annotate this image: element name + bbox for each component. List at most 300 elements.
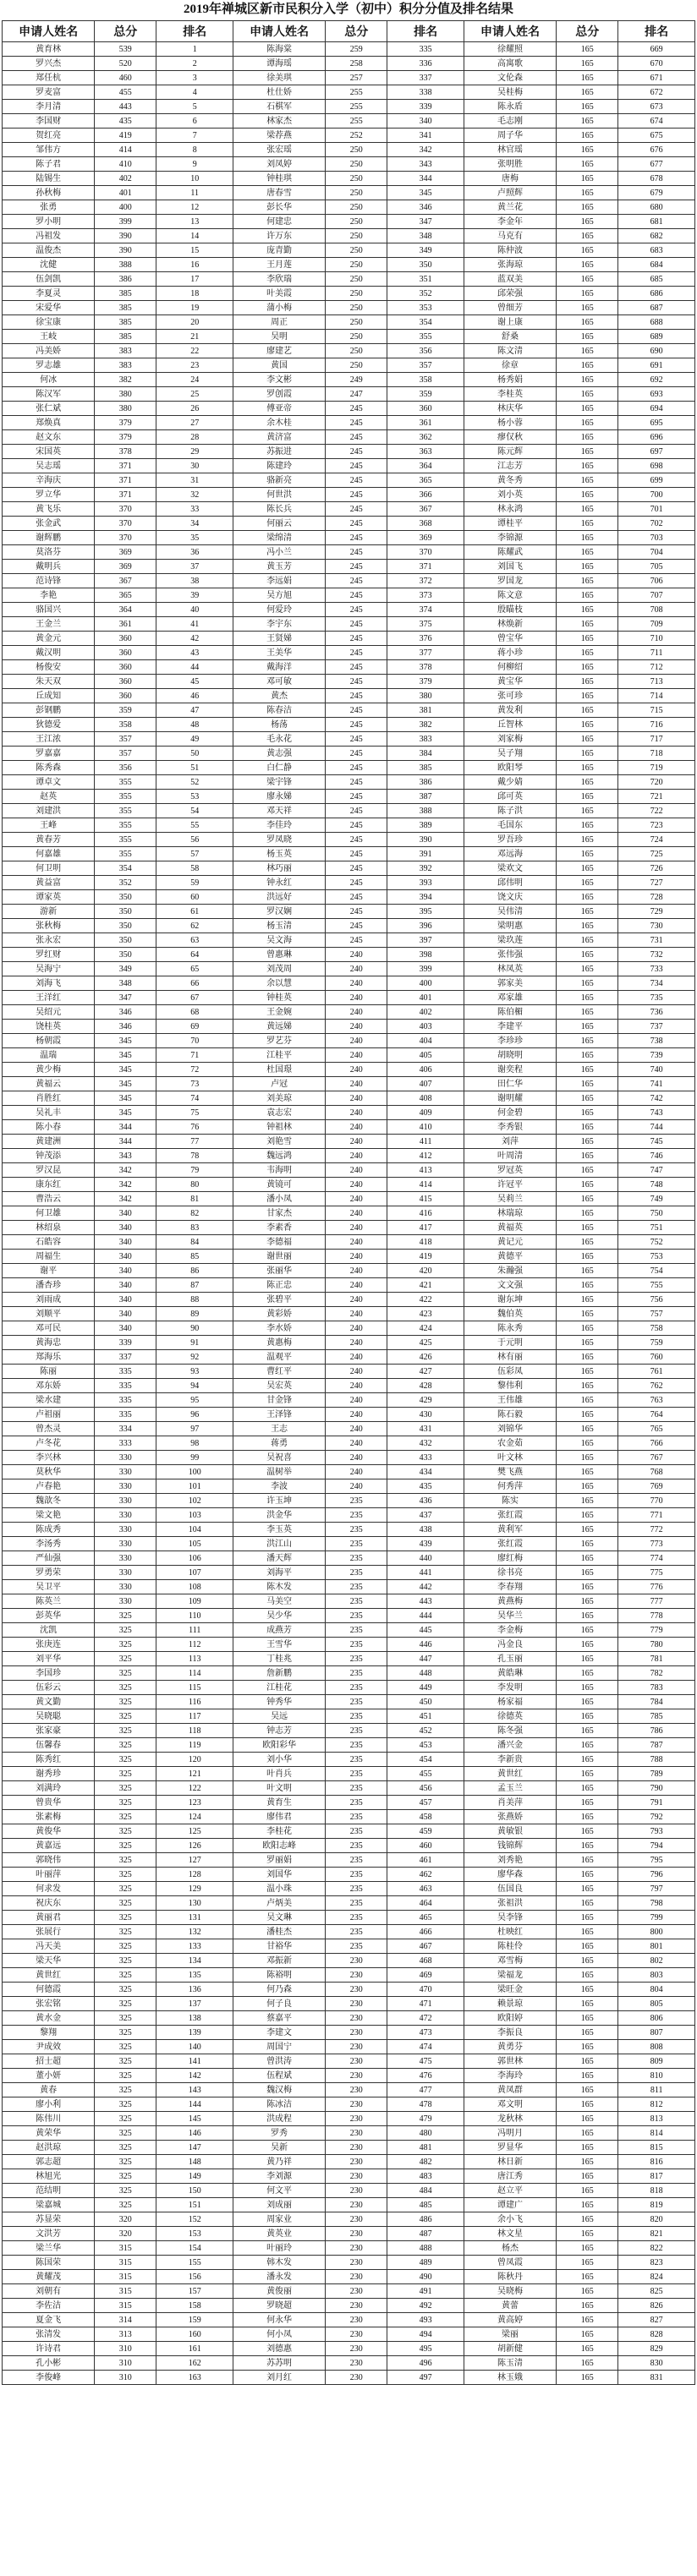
total-score-cell: 245: [326, 545, 387, 560]
total-score-cell: 240: [326, 1005, 387, 1020]
applicant-name-cell: 黄皓琳: [464, 1666, 556, 1681]
rank-cell: 739: [618, 1048, 695, 1063]
rank-cell: 111: [156, 1623, 233, 1638]
total-score-cell: 165: [557, 2097, 618, 2112]
total-score-cell: 240: [326, 1250, 387, 1264]
total-score-cell: 245: [326, 790, 387, 804]
applicant-name-cell: 梁嘉城: [3, 2198, 95, 2212]
applicant-name-cell: 陈秀森: [3, 761, 95, 775]
applicant-name-cell: 钟永红: [233, 876, 325, 890]
total-score-cell: 325: [95, 1853, 156, 1868]
applicant-name-cell: 谭海瑶: [233, 57, 325, 71]
table-row: [3, 689, 695, 703]
applicant-name-cell: 吴文琳: [233, 1911, 325, 1925]
applicant-name-cell: 赵英: [3, 790, 95, 804]
total-score-cell: 325: [95, 1623, 156, 1638]
total-score-cell: 310: [95, 2342, 156, 2356]
table-row: [3, 1954, 695, 1968]
total-score-cell: 165: [557, 933, 618, 948]
table-row: [3, 1609, 695, 1623]
applicant-name-cell: 曹浩云: [3, 1192, 95, 1206]
applicant-name-cell: 张红霞: [464, 1508, 556, 1523]
applicant-name-cell: 李德福: [233, 1235, 325, 1250]
rank-cell: 483: [387, 2169, 464, 2184]
applicant-name-cell: 许诗君: [3, 2342, 95, 2356]
rank-cell: 138: [156, 2011, 233, 2026]
applicant-name-cell: 何德霞: [3, 1983, 95, 1997]
total-score-cell: 240: [326, 1077, 387, 1091]
applicant-name-cell: 黄济富: [233, 430, 325, 445]
total-score-cell: 235: [326, 1623, 387, 1638]
total-score-cell: 385: [95, 301, 156, 315]
applicant-name-cell: 王金兰: [3, 617, 95, 632]
rank-cell: 126: [156, 1839, 233, 1853]
total-score-cell: 230: [326, 2184, 387, 2198]
rank-cell: 439: [387, 1537, 464, 1551]
rank-cell: 368: [387, 517, 464, 531]
rank-cell: 356: [387, 344, 464, 358]
applicant-name-cell: 舒桑: [464, 330, 556, 344]
total-score-cell: 165: [557, 703, 618, 718]
table-row: [3, 948, 695, 962]
applicant-name-cell: 林永鸿: [464, 502, 556, 517]
rank-cell: 4: [156, 85, 233, 100]
total-score-cell: 335: [95, 1365, 156, 1379]
total-score-cell: 235: [326, 1824, 387, 1839]
applicant-name-cell: 黄春: [3, 2083, 95, 2097]
total-score-cell: 325: [95, 1609, 156, 1623]
applicant-name-cell: 刘平华: [3, 1652, 95, 1666]
total-score-cell: 165: [557, 1408, 618, 1422]
total-score-cell: 165: [557, 1753, 618, 1767]
rank-cell: 763: [618, 1393, 695, 1408]
applicant-name-cell: 彭长华: [233, 200, 325, 215]
applicant-name-cell: 李汤秀: [3, 1537, 95, 1551]
applicant-name-cell: 陈实: [464, 1494, 556, 1508]
total-score-cell: 325: [95, 2112, 156, 2126]
rank-cell: 397: [387, 933, 464, 948]
total-score-cell: 335: [95, 1408, 156, 1422]
total-score-cell: 344: [95, 1135, 156, 1149]
applicant-name-cell: 刘家梅: [464, 732, 556, 747]
rank-cell: 385: [387, 761, 464, 775]
total-score-cell: 383: [95, 358, 156, 373]
rank-cell: 149: [156, 2169, 233, 2184]
total-score-cell: 235: [326, 1925, 387, 1939]
rank-cell: 54: [156, 804, 233, 818]
rank-cell: 807: [618, 2026, 695, 2040]
applicant-name-cell: 沈健: [3, 258, 95, 272]
applicant-name-cell: 陈石毅: [464, 1408, 556, 1422]
rank-cell: 410: [387, 1120, 464, 1135]
rank-cell: 774: [618, 1551, 695, 1566]
total-score-cell: 240: [326, 976, 387, 991]
total-score-cell: 165: [557, 1106, 618, 1120]
table-row: [3, 703, 695, 718]
applicant-name-cell: 王金婉: [233, 1005, 325, 1020]
total-score-cell: 230: [326, 2011, 387, 2026]
rank-cell: 455: [387, 1767, 464, 1781]
applicant-name-cell: 吴志瑶: [3, 459, 95, 473]
rank-cell: 336: [387, 57, 464, 71]
total-score-cell: 342: [95, 1192, 156, 1206]
applicant-name-cell: 苏苏明: [233, 2356, 325, 2371]
applicant-name-cell: 石皓容: [3, 1235, 95, 1250]
rank-cell: 799: [618, 1911, 695, 1925]
applicant-name-cell: 杨家福: [464, 1695, 556, 1709]
rank-cell: 759: [618, 1336, 695, 1350]
total-score-cell: 165: [557, 2313, 618, 2327]
total-score-cell: 165: [557, 85, 618, 100]
rank-cell: 56: [156, 833, 233, 847]
rank-cell: 732: [618, 948, 695, 962]
total-score-cell: 325: [95, 1939, 156, 1954]
applicant-name-cell: 黄燕梅: [464, 1594, 556, 1609]
applicant-name-cell: 钟茂添: [3, 1149, 95, 1163]
total-score-cell: 340: [95, 1206, 156, 1221]
applicant-name-cell: 冯美娇: [3, 344, 95, 358]
total-score-cell: 250: [326, 358, 387, 373]
table-row: [3, 1997, 695, 2011]
applicant-name-cell: 吴子翔: [464, 747, 556, 761]
rank-cell: 136: [156, 1983, 233, 1997]
total-score-cell: 165: [557, 358, 618, 373]
table-row: [3, 358, 695, 373]
total-score-cell: 165: [557, 1479, 618, 1494]
total-score-cell: 315: [95, 2241, 156, 2256]
total-score-cell: 360: [95, 675, 156, 689]
applicant-name-cell: 陈伯楣: [464, 1005, 556, 1020]
total-score-cell: 355: [95, 804, 156, 818]
applicant-name-cell: 徐书亮: [464, 1566, 556, 1580]
total-score-cell: 355: [95, 775, 156, 790]
applicant-name-cell: 林玉娥: [464, 2371, 556, 2385]
rank-cell: 831: [618, 2371, 695, 2385]
rank-cell: 347: [387, 215, 464, 229]
total-score-cell: 165: [557, 215, 618, 229]
total-score-cell: 230: [326, 2284, 387, 2299]
applicant-name-cell: 林家杰: [233, 114, 325, 129]
applicant-name-cell: 黄海忠: [3, 1336, 95, 1350]
table-body: [3, 42, 695, 2385]
applicant-name-cell: 李建平: [464, 1020, 556, 1034]
applicant-name-cell: 张明胜: [464, 157, 556, 172]
rank-cell: 159: [156, 2313, 233, 2327]
total-score-cell: 165: [557, 1652, 618, 1666]
applicant-name-cell: 钟桂英: [233, 991, 325, 1005]
rank-cell: 754: [618, 1264, 695, 1278]
total-score-cell: 165: [557, 1666, 618, 1681]
applicant-name-cell: 胡晓明: [464, 1048, 556, 1063]
applicant-name-cell: 何建忠: [233, 215, 325, 229]
total-score-cell: 245: [326, 445, 387, 459]
table-row: [3, 1365, 695, 1379]
applicant-name-cell: 黄高婷: [464, 2313, 556, 2327]
applicant-name-cell: 陈耀武: [464, 545, 556, 560]
table-row: [3, 473, 695, 488]
applicant-name-cell: 谢秀珍: [3, 1767, 95, 1781]
applicant-name-cell: 陈建玲: [233, 459, 325, 473]
total-score-cell: 245: [326, 502, 387, 517]
applicant-name-cell: 伍馨春: [3, 1738, 95, 1753]
rank-cell: 146: [156, 2126, 233, 2141]
total-score-cell: 382: [95, 373, 156, 387]
table-row: [3, 57, 695, 71]
total-score-cell: 325: [95, 1753, 156, 1767]
applicant-name-cell: 张燕娇: [464, 1810, 556, 1824]
total-score-cell: 245: [326, 531, 387, 545]
total-score-cell: 325: [95, 2069, 156, 2083]
applicant-name-cell: 杨俊安: [3, 660, 95, 675]
total-score-cell: 385: [95, 287, 156, 301]
header-rank-2: 排名: [387, 21, 464, 42]
applicant-name-cell: 陈英兰: [3, 1594, 95, 1609]
rank-cell: 412: [387, 1149, 464, 1163]
applicant-name-cell: 李新贵: [464, 1753, 556, 1767]
applicant-name-cell: 黄发利: [464, 703, 556, 718]
applicant-name-cell: 徐宝康: [3, 315, 95, 330]
total-score-cell: 165: [557, 1120, 618, 1135]
rank-cell: 710: [618, 632, 695, 646]
applicant-name-cell: 陈木发: [233, 1580, 325, 1594]
applicant-name-cell: 李佐洁: [3, 2299, 95, 2313]
table-row: [3, 818, 695, 833]
applicant-name-cell: 廖永娣: [233, 790, 325, 804]
rank-cell: 365: [387, 473, 464, 488]
total-score-cell: 367: [95, 574, 156, 588]
total-score-cell: 165: [557, 100, 618, 114]
applicant-name-cell: 罗冠英: [464, 1163, 556, 1178]
table-row: [3, 2371, 695, 2385]
applicant-name-cell: 吴宏英: [233, 1379, 325, 1393]
applicant-name-cell: 罗兴杰: [3, 57, 95, 71]
applicant-name-cell: 卢照辉: [464, 186, 556, 200]
rank-cell: 493: [387, 2313, 464, 2327]
applicant-name-cell: 周家业: [233, 2212, 325, 2227]
rank-cell: 465: [387, 1911, 464, 1925]
rank-cell: 386: [387, 775, 464, 790]
total-score-cell: 235: [326, 1566, 387, 1580]
total-score-cell: 165: [557, 1695, 618, 1709]
table-row: [3, 258, 695, 272]
rank-cell: 729: [618, 905, 695, 919]
total-score-cell: 235: [326, 1724, 387, 1738]
total-score-cell: 360: [95, 660, 156, 675]
rank-cell: 771: [618, 1508, 695, 1523]
applicant-name-cell: 何小凤: [233, 2327, 325, 2342]
rank-cell: 485: [387, 2198, 464, 2212]
applicant-name-cell: 黄德平: [464, 1250, 556, 1264]
rank-cell: 435: [387, 1479, 464, 1494]
rank-cell: 115: [156, 1681, 233, 1695]
applicant-name-cell: 林有丽: [464, 1350, 556, 1365]
total-score-cell: 165: [557, 272, 618, 287]
table-row: [3, 1968, 695, 1983]
applicant-name-cell: 李国财: [3, 114, 95, 129]
total-score-cell: 165: [557, 1609, 618, 1623]
rank-cell: 116: [156, 1695, 233, 1709]
total-score-cell: 383: [95, 344, 156, 358]
table-row: [3, 804, 695, 818]
rank-cell: 804: [618, 1983, 695, 1997]
table-row: [3, 229, 695, 243]
table-row: [3, 1048, 695, 1063]
total-score-cell: 165: [557, 976, 618, 991]
applicant-name-cell: 王月莲: [233, 258, 325, 272]
total-score-cell: 165: [557, 876, 618, 890]
table-row: [3, 200, 695, 215]
table-row: [3, 1868, 695, 1882]
applicant-name-cell: 张秋梅: [3, 919, 95, 933]
total-score-cell: 250: [326, 186, 387, 200]
table-row: [3, 1307, 695, 1321]
total-score-cell: 330: [95, 1523, 156, 1537]
rank-cell: 381: [387, 703, 464, 718]
applicant-name-cell: 梁文艳: [3, 1508, 95, 1523]
total-score-cell: 165: [557, 1638, 618, 1652]
total-score-cell: 230: [326, 2069, 387, 2083]
table-row: [3, 215, 695, 229]
total-score-cell: 230: [326, 2342, 387, 2356]
rank-cell: 135: [156, 1968, 233, 1983]
applicant-name-cell: 夏金飞: [3, 2313, 95, 2327]
applicant-name-cell: 孟玉兰: [464, 1781, 556, 1796]
applicant-name-cell: 何柳绍: [464, 660, 556, 675]
applicant-name-cell: 罗艺芬: [233, 1034, 325, 1048]
applicant-name-cell: 卢炳美: [233, 1896, 325, 1911]
total-score-cell: 245: [326, 689, 387, 703]
total-score-cell: 240: [326, 991, 387, 1005]
total-score-cell: 165: [557, 718, 618, 732]
applicant-name-cell: 吴晓梅: [464, 2284, 556, 2299]
applicant-name-cell: 赵文东: [3, 430, 95, 445]
total-score-cell: 250: [326, 315, 387, 330]
applicant-name-cell: 李文彬: [233, 373, 325, 387]
total-score-cell: 245: [326, 833, 387, 847]
rank-cell: 2: [156, 57, 233, 71]
total-score-cell: 330: [95, 1494, 156, 1508]
rank-cell: 117: [156, 1709, 233, 1724]
rank-cell: 778: [618, 1609, 695, 1623]
applicant-name-cell: 叶美霞: [233, 287, 325, 301]
total-score-cell: 250: [326, 301, 387, 315]
rank-cell: 772: [618, 1523, 695, 1537]
table-row: [3, 2083, 695, 2097]
rank-cell: 371: [387, 560, 464, 574]
rank-cell: 746: [618, 1149, 695, 1163]
rank-cell: 733: [618, 962, 695, 976]
table-row: [3, 315, 695, 330]
rank-cell: 16: [156, 258, 233, 272]
rank-cell: 711: [618, 646, 695, 660]
total-score-cell: 240: [326, 1235, 387, 1250]
total-score-cell: 245: [326, 933, 387, 948]
applicant-name-cell: 陈永盾: [464, 100, 556, 114]
rank-cell: 8: [156, 143, 233, 157]
applicant-name-cell: 丁桂兆: [233, 1652, 325, 1666]
applicant-name-cell: 刘美琼: [233, 1091, 325, 1106]
rank-cell: 793: [618, 1824, 695, 1839]
applicant-name-cell: 钱锦辉: [464, 1839, 556, 1853]
rank-cell: 717: [618, 732, 695, 747]
total-score-cell: 325: [95, 1738, 156, 1753]
table-row: [3, 775, 695, 790]
applicant-name-cell: 魏歆冬: [3, 1494, 95, 1508]
total-score-cell: 325: [95, 1911, 156, 1925]
rank-cell: 351: [387, 272, 464, 287]
rank-cell: 695: [618, 416, 695, 430]
rank-cell: 388: [387, 804, 464, 818]
rank-cell: 405: [387, 1048, 464, 1063]
rank-cell: 438: [387, 1523, 464, 1537]
total-score-cell: 165: [557, 1839, 618, 1853]
total-score-cell: 165: [557, 2371, 618, 2385]
table-row: [3, 660, 695, 675]
total-score-cell: 330: [95, 1537, 156, 1551]
total-score-cell: 358: [95, 718, 156, 732]
rank-cell: 7: [156, 129, 233, 143]
table-row: [3, 459, 695, 473]
applicant-name-cell: 陈国荣: [3, 2256, 95, 2270]
table-row: [3, 2212, 695, 2227]
applicant-name-cell: 戴汉明: [3, 646, 95, 660]
table-row: [3, 1638, 695, 1652]
rank-cell: 753: [618, 1250, 695, 1264]
rank-cell: 704: [618, 545, 695, 560]
applicant-name-cell: 廖小利: [3, 2097, 95, 2112]
total-score-cell: 165: [557, 1465, 618, 1479]
rank-cell: 354: [387, 315, 464, 330]
total-score-cell: 165: [557, 890, 618, 905]
rank-cell: 496: [387, 2356, 464, 2371]
total-score-cell: 245: [326, 517, 387, 531]
total-score-cell: 340: [95, 1250, 156, 1264]
applicant-name-cell: 洪金华: [233, 1508, 325, 1523]
total-score-cell: 240: [326, 1034, 387, 1048]
applicant-name-cell: 杜仕娇: [233, 85, 325, 100]
rank-cell: 800: [618, 1925, 695, 1939]
applicant-name-cell: 张素梅: [3, 1810, 95, 1824]
total-score-cell: 240: [326, 1135, 387, 1149]
rank-cell: 398: [387, 948, 464, 962]
table-row: [3, 2327, 695, 2342]
applicant-name-cell: 蒋小珍: [464, 646, 556, 660]
rank-cell: 112: [156, 1638, 233, 1652]
total-score-cell: 165: [557, 1810, 618, 1824]
table-row: [3, 2169, 695, 2184]
table-row: [3, 2256, 695, 2270]
total-score-cell: 165: [557, 243, 618, 258]
rank-cell: 27: [156, 416, 233, 430]
rank-cell: 148: [156, 2155, 233, 2169]
header-rank-3: 排名: [618, 21, 695, 42]
total-score-cell: 240: [326, 1264, 387, 1278]
rank-cell: 401: [387, 991, 464, 1005]
applicant-name-cell: 黄荣华: [3, 2126, 95, 2141]
rank-cell: 49: [156, 732, 233, 747]
rank-cell: 673: [618, 100, 695, 114]
applicant-name-cell: 谭桂平: [464, 517, 556, 531]
rank-cell: 670: [618, 57, 695, 71]
rank-cell: 87: [156, 1278, 233, 1293]
applicant-name-cell: 李素香: [233, 1221, 325, 1235]
table-row: [3, 85, 695, 100]
applicant-name-cell: 罗国龙: [464, 574, 556, 588]
total-score-cell: 240: [326, 1091, 387, 1106]
applicant-name-cell: 罗麦富: [3, 85, 95, 100]
total-score-cell: 255: [326, 100, 387, 114]
total-score-cell: 369: [95, 545, 156, 560]
